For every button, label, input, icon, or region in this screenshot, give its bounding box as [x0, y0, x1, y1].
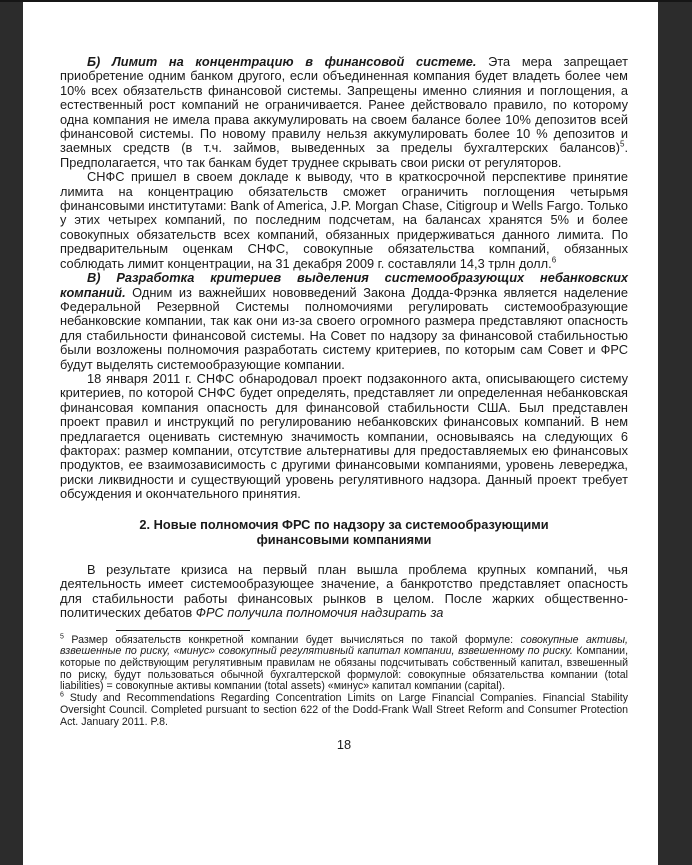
paragraph-text: . Предполагается, что так банкам будет труднее скрывать свои риски от регуляторов. — [60, 140, 628, 170]
footnote-text: Размер обязательств конкретной компании будет вычисляться по такой формуле: — [63, 633, 521, 646]
paragraph-text: 18 января 2011 г. СНФС обнародовал проект подзаконного акта, описывающего систему критериев, по которой СНФС будет определять, представляет ли определенная небанковская финансовая компания опасность для финансовой стабильности США. Был представлен проект правил и инструкций по регулированию небанковских финансовых компаний. В нем предлагается оценивать системную значимость компании, основываясь на следующих 6 факторах: размер компании, отсутствие альтернативы для предоставляемых ею финансовых продуктов, ее взаимозависимость с другими финансовыми компаниями, уровень левереджа, риски ликвидности и существующий уровень регулятивного надзора. Данный проект требует обсуждения и окончательного принятия. — [60, 370, 628, 502]
paragraph-criteria-development — [60, 271, 628, 372]
footnote-5 — [60, 635, 628, 694]
paragraph-text: Одним из важнейших нововведений Закона Додда-Фрэнка является наделение Федеральной Резервной Системы полномочиями регулировать системообразующие небанковские компании, так как они из-за своего огромного размера представляют опасность для стабильности финансовой системы. На Совет по надзору за финансовой стабильностью были возложены полномочия разработать систему критериев, по которым сам Совет и ФРС будут выделять системообразующие компании. — [60, 284, 628, 372]
page-content — [23, 2, 658, 752]
paragraph-snfs-report — [60, 170, 628, 271]
page-number: 18 — [336, 737, 352, 753]
footnote-ref-6: 6 — [551, 255, 557, 265]
footnote-text: Study and Recommendations Regarding Concentration Limits on Large Financial Companies. Financial Stability Oversight Council. Completed pursuant to section 622 of the Dodd-Frank Wall Street Reform and Consumer Protection Act. January 2011. P.8. — [60, 692, 628, 728]
paragraph-italic-text: ФРС получила полномочия надзирать за — [195, 605, 444, 621]
paragraph-limit-concentration — [60, 55, 628, 170]
paragraph-text: СНФС пришел в своем докладе к выводу, что в краткосрочной перспективе принятие лимита на концентрацию обязательств сможет ограничить поглощения четырьмя финансовыми институтами: Bank of America, J.P. Morgan Chase, Citigroup и Wells Fargo. Только у этих четырех компаний, по последним подсчетам, на балансах хранятся 5% и более совокупных обязательств всех компаний, обязанных придерживаться данного лимита. По предварительным оценкам СНФС, совокупные обязательства компаний, обязанных соблюдать лимит концентрации, на 31 декабря 2009 г. составляли 14,3 трлн долл. — [60, 169, 628, 271]
footnote-italic-text: совокупные активы, взвешенные по риску, «минус» совокупный регулятивный капитал компании, взвешенному по риску. — [60, 633, 629, 658]
footnote-6-marker: 6 — [60, 691, 64, 699]
footnote-separator-line — [116, 630, 250, 631]
document-page — [23, 2, 658, 865]
section-v-lead: В) Разработка критериев выделения системообразующих небанковских компаний. — [60, 270, 628, 300]
paragraph-text: В результате кризиса на первый план вышла проблема крупных компаний, чья деятельность имеет системообразующее значение, а банкротство представляет опасность для стабильности работы финансовых рынков в целом. После жарких общественно-политических дебатов — [60, 562, 628, 621]
footnote-text: Компании, которые по действующим регулятивным правилам не обязаны подсчитывать собственный капитал, взвешенный по риску, будут пользоваться обычной бухгалтерской формулой: совокупные обязательства компании (total liabilities) = совокупные активы компании (total assets) «минус» капитал компании (capital). — [60, 645, 629, 693]
footnote-5-marker: 5 — [60, 633, 64, 641]
footnote-6 — [60, 693, 628, 728]
section-heading: 2. Новые полномочия ФРС по надзору за системообразующими финансовыми компаниями — [139, 516, 549, 547]
section-b-lead: Б) Лимит на концентрацию в финансовой системе. — [87, 54, 477, 69]
paragraph-text: Эта мера запрещает приобретение одним банком другого, если объединенная компания будет владеть более чем 10% всех обязательств финансовой системы. Запрещены именно слияния и поглощения, а естественный рост компаний не ограничивается. Ранее действовало правило, по которому одна компания не имела права аккумулировать на своем балансе более 10% депозитов всей финансовой системы. По новому правилу нельзя аккумулировать более 10 % депозитов и заемных средств (в т.ч. займов, выведенных за пределы бухгалтерских балансов) — [60, 54, 628, 156]
paragraph-crisis-result — [60, 563, 628, 621]
footnote-ref-5: 5 — [619, 140, 625, 150]
paragraph-january-draft — [60, 372, 628, 502]
